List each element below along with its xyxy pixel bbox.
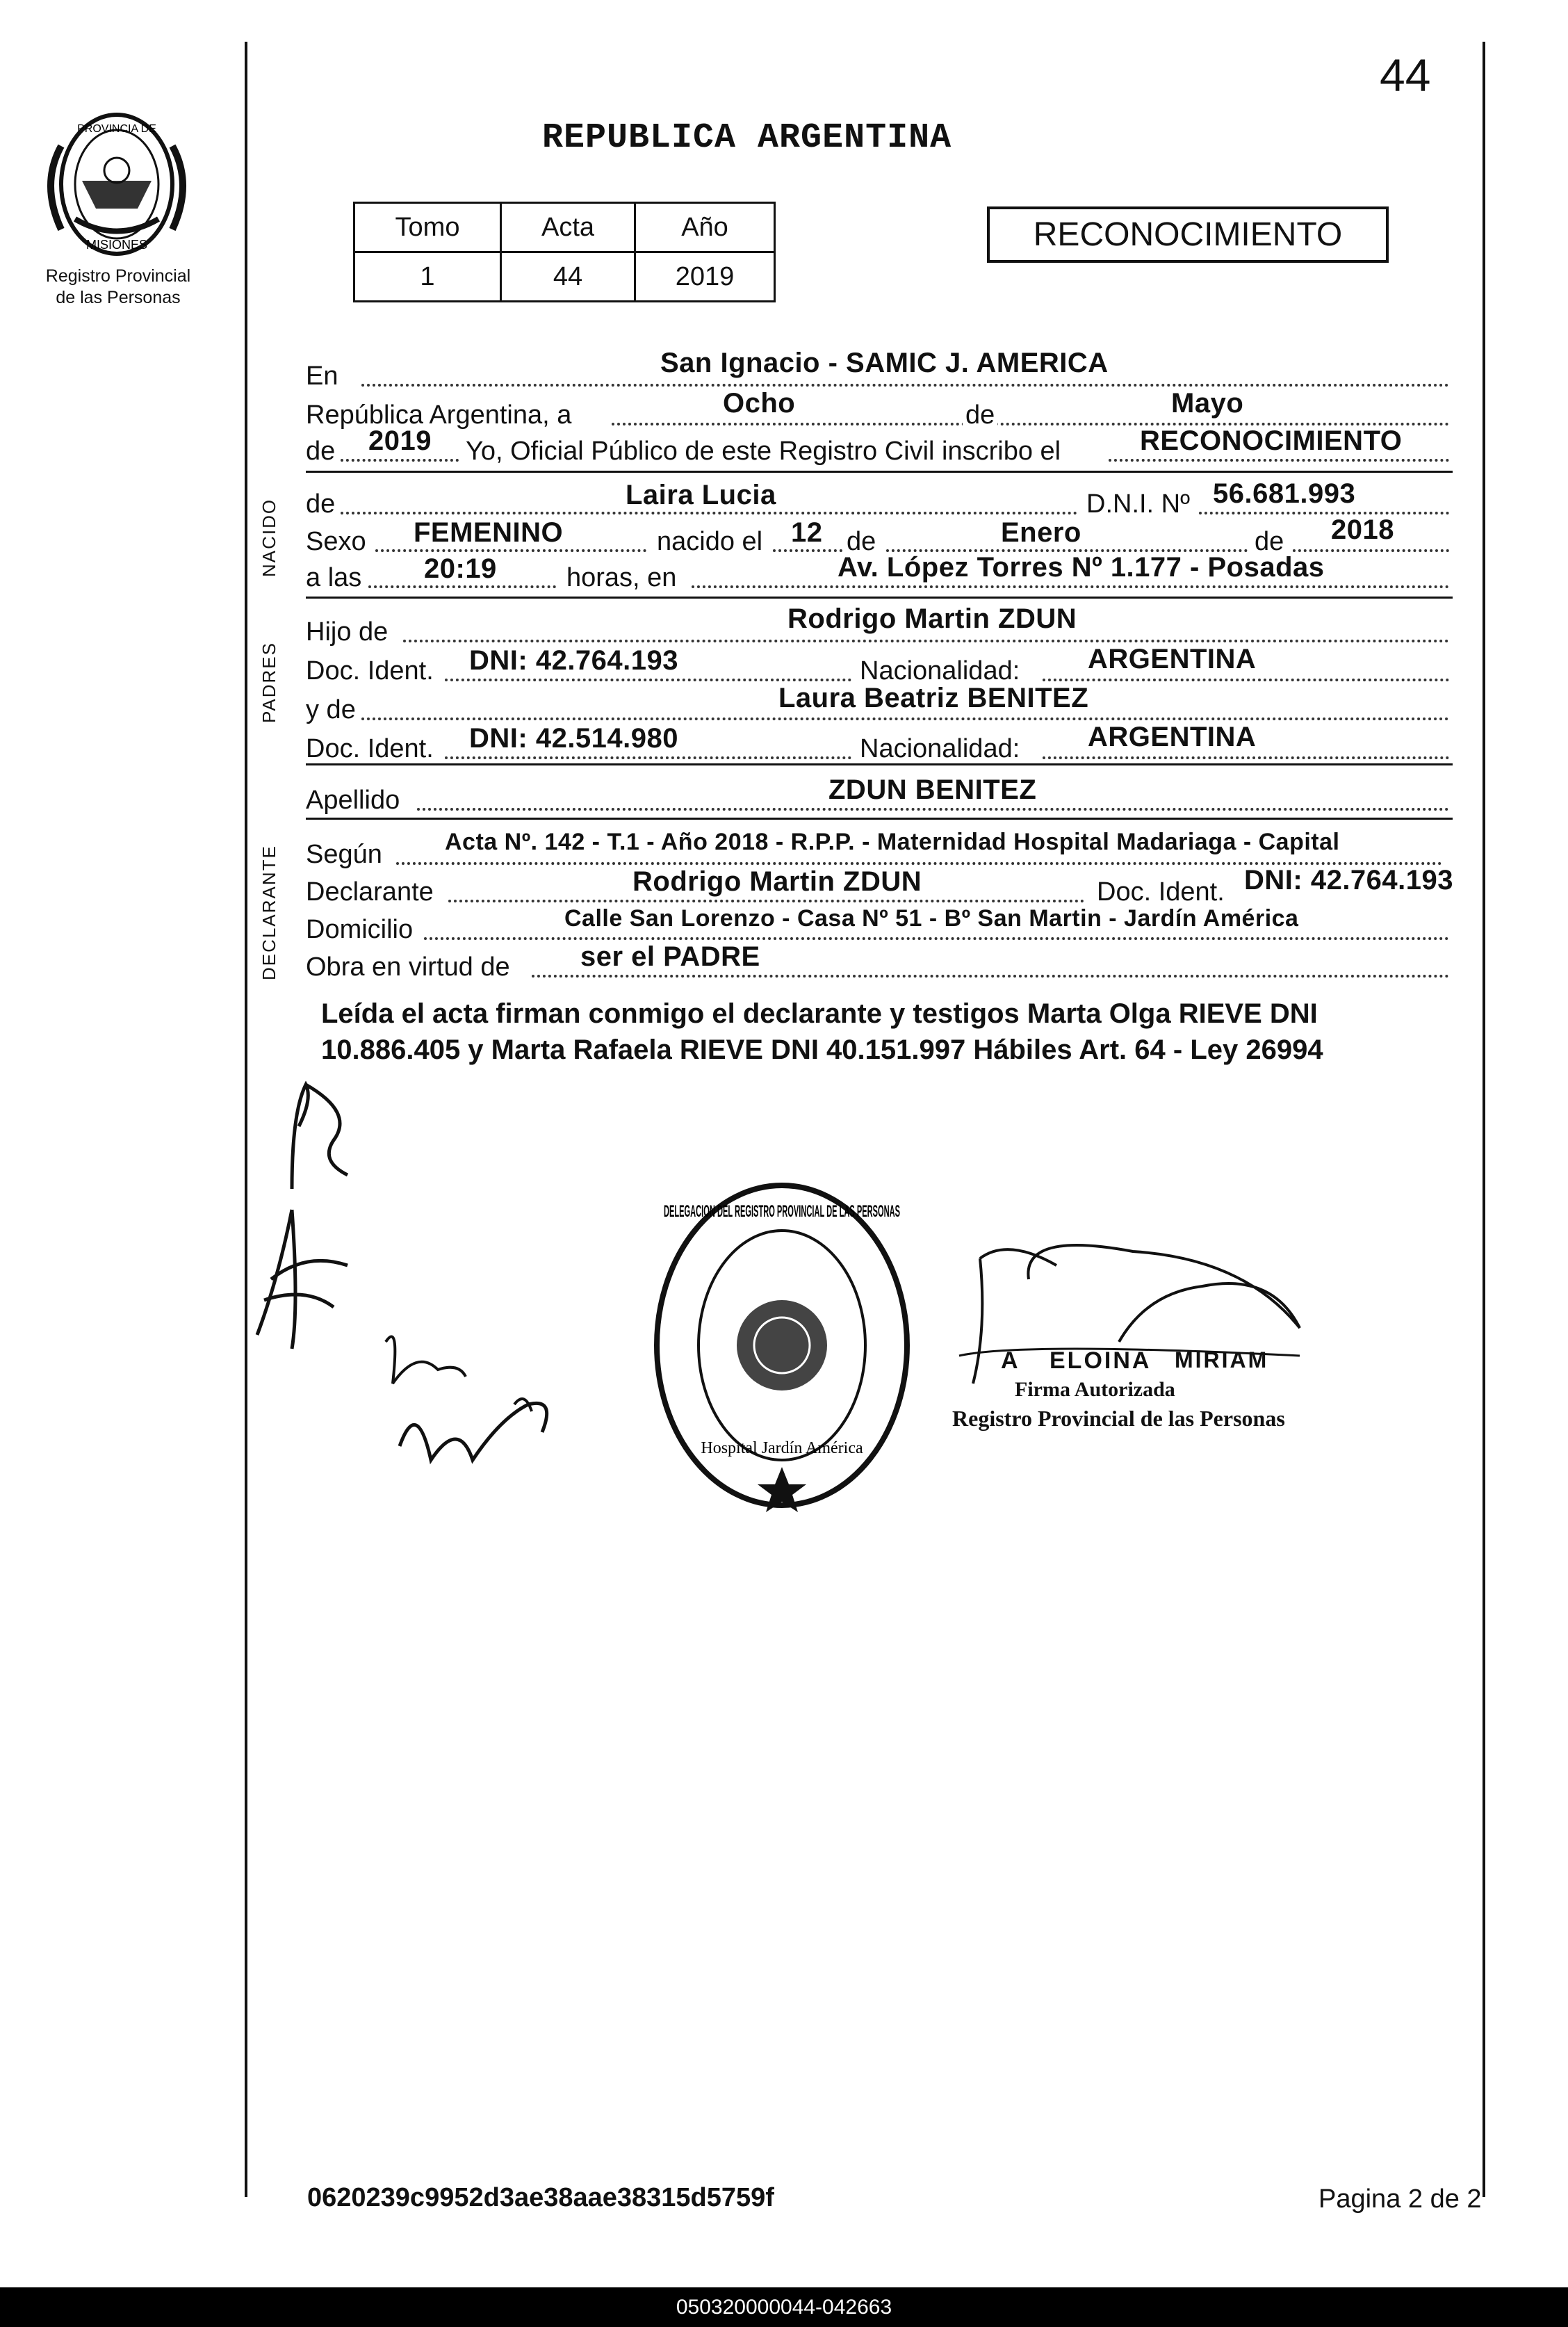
birth-de-label: de — [847, 527, 876, 556]
mother-dots — [361, 717, 1449, 720]
birth-month-value: Enero — [1001, 517, 1081, 548]
registry-value-tomo: 1 — [354, 252, 501, 302]
en-dots — [361, 384, 1449, 387]
right-margin-line — [1483, 42, 1485, 2197]
logo-caption-line1: Registro Provincial — [45, 266, 191, 286]
stamp-registro: Registro Provincial de las Personas — [952, 1406, 1285, 1431]
declarante-dots — [448, 900, 1084, 902]
republica-label: República Argentina, a — [306, 400, 572, 430]
apellido-dots — [417, 808, 1449, 811]
stamp-name-part2: ELOINA — [1050, 1347, 1152, 1374]
registry-value-acta: 44 — [501, 252, 635, 302]
en-value: San Ignacio - SAMIC J. AMERICA — [660, 348, 1109, 378]
place-value: Av. López Torres Nº 1.177 - Posadas — [838, 552, 1325, 583]
time-value: 20:19 — [424, 553, 497, 584]
mother-doc-dots — [445, 756, 851, 759]
inscribo-value: RECONOCIMIENTO — [1140, 425, 1403, 456]
domicilio-label: Domicilio — [306, 915, 414, 944]
month-value: Mayo — [1171, 388, 1244, 419]
yde-label: y de — [306, 695, 356, 724]
rule-after-padres — [306, 763, 1453, 765]
nacido-el-label: nacido el — [657, 527, 763, 556]
father-nat-dots — [1043, 679, 1449, 681]
registry-header-anio: Año — [635, 203, 775, 252]
de-label-1: de — [963, 400, 997, 430]
dni-value: 56.681.993 — [1213, 478, 1356, 509]
registry-table-value-row — [354, 252, 775, 302]
horas-label: horas, en — [566, 563, 677, 592]
alas-label: a las — [306, 563, 362, 592]
side-label-padres: PADRES — [259, 642, 279, 723]
stamp-name-part3: MIRIAM — [1175, 1347, 1269, 1372]
year-dots — [341, 459, 459, 462]
registry-value-anio: 2019 — [635, 252, 775, 302]
dni-label: D.N.I. Nº — [1086, 489, 1190, 519]
father-doc-dots — [445, 679, 851, 681]
declarante-label: Declarante — [306, 877, 434, 907]
side-label-nacido: NACIDO — [259, 498, 279, 577]
father-doc-label: Doc. Ident. — [306, 656, 434, 686]
misiones-coat-of-arms-logo — [33, 104, 200, 264]
nacido-name-value: Laira Lucia — [626, 480, 776, 510]
act-type-box: RECONOCIMIENTO — [987, 206, 1389, 263]
logo-bottom-text: MISIONES — [85, 238, 148, 252]
handwritten-signatures-left — [250, 1071, 612, 1502]
closing-statement: Leída el acta firman conmigo el declarante y testigos Marta Olga RIEVE DNI 10.886.405 y Marta Rafaela RIEVE DNI 40.151.997 Hábiles Art. 64 - Ley 26994 — [321, 998, 1323, 1065]
registry-header-acta: Acta — [501, 203, 635, 252]
registry-table-header-row — [354, 203, 775, 252]
apellido-label: Apellido — [306, 786, 400, 815]
place-dots — [692, 585, 1449, 588]
birth-day-value: 12 — [791, 517, 823, 548]
apellido-value: ZDUN BENITEZ — [828, 775, 1037, 805]
year-value: 2019 — [368, 425, 432, 456]
segun-label: Según — [306, 840, 382, 869]
mother-nat-dots — [1043, 756, 1449, 759]
page-indicator: Pagina 2 de 2 — [1318, 2184, 1482, 2214]
father-value: Rodrigo Martin ZDUN — [787, 603, 1077, 634]
father-nat-label: Nacionalidad: — [860, 656, 1020, 686]
stamp-name-part1: A — [1001, 1347, 1020, 1374]
mother-nat-label: Nacionalidad: — [860, 734, 1020, 763]
obra-value: ser el PADRE — [580, 941, 760, 972]
country-title: REPUBLICA ARGENTINA — [542, 118, 952, 158]
sexo-value: FEMENINO — [414, 517, 564, 548]
declarante-value: Rodrigo Martin ZDUN — [632, 866, 922, 897]
registry-header-tomo: Tomo — [354, 203, 501, 252]
domicilio-dots — [424, 937, 1449, 940]
declarante-doc-label: Doc. Ident. — [1097, 877, 1225, 907]
mother-nat-value: ARGENTINA — [1088, 722, 1257, 752]
left-margin-line — [245, 42, 247, 2197]
seal-inner-text: Hospital Jardín América — [701, 1439, 863, 1457]
time-dots — [368, 585, 556, 588]
father-doc-value: DNI: 42.764.193 — [469, 645, 679, 676]
dni-dots — [1199, 512, 1449, 514]
nacido-name-dots — [341, 512, 1077, 514]
document-hash: 0620239c9952d3ae38aae38315d5759f — [307, 2183, 774, 2212]
sexo-label: Sexo — [306, 527, 366, 556]
father-dots — [403, 640, 1449, 642]
birth-de-label-2: de — [1255, 527, 1284, 556]
declarante-doc-value: DNI: 42.764.193 — [1244, 865, 1454, 895]
day-value: Ocho — [723, 388, 796, 419]
domicilio-value: Calle San Lorenzo - Casa Nº 51 - Bº San Martin - Jardín América — [564, 905, 1299, 932]
rule-after-apellido — [306, 818, 1453, 820]
rule-after-nacido — [306, 597, 1453, 599]
en-label: En — [306, 362, 338, 391]
de-label-2: de — [306, 437, 336, 466]
obra-dots — [532, 975, 1449, 978]
yo-text: Yo, Oficial Público de este Registro Civil inscribo el — [466, 437, 1061, 466]
obra-label: Obra en virtud de — [306, 952, 510, 982]
page-number: 44 — [1380, 49, 1431, 101]
segun-value: Acta Nº. 142 - T.1 - Año 2018 - R.P.P. - Maternidad Hospital Madariaga - Capital — [445, 829, 1340, 855]
registry-seal — [646, 1175, 917, 1516]
stamp-firma-autorizada: Firma Autorizada — [1015, 1378, 1175, 1401]
nacido-de-label: de — [306, 489, 336, 519]
birth-year-value: 2018 — [1331, 514, 1394, 545]
inscribo-dots — [1109, 459, 1449, 462]
side-label-declarante: DECLARANTE — [259, 845, 279, 980]
logo-top-text: PROVINCIA DE — [77, 123, 156, 135]
birth-day-dots — [773, 549, 842, 552]
registry-table — [353, 202, 776, 302]
mother-doc-value: DNI: 42.514.980 — [469, 723, 679, 754]
hijo-label: Hijo de — [306, 617, 389, 647]
seal-outer-text: DELEGACION DEL REGISTRO PROVINCIAL DE LAS PERSONAS — [664, 1202, 900, 1221]
rule-after-intro — [306, 471, 1453, 473]
footer-barcode-text: 050320000044-042663 — [0, 2287, 1568, 2327]
mother-doc-label: Doc. Ident. — [306, 734, 434, 763]
sexo-dots — [375, 549, 646, 552]
logo-caption-line2: de las Personas — [56, 288, 181, 307]
father-nat-value: ARGENTINA — [1088, 644, 1257, 674]
mother-value: Laura Beatriz BENITEZ — [778, 683, 1089, 713]
